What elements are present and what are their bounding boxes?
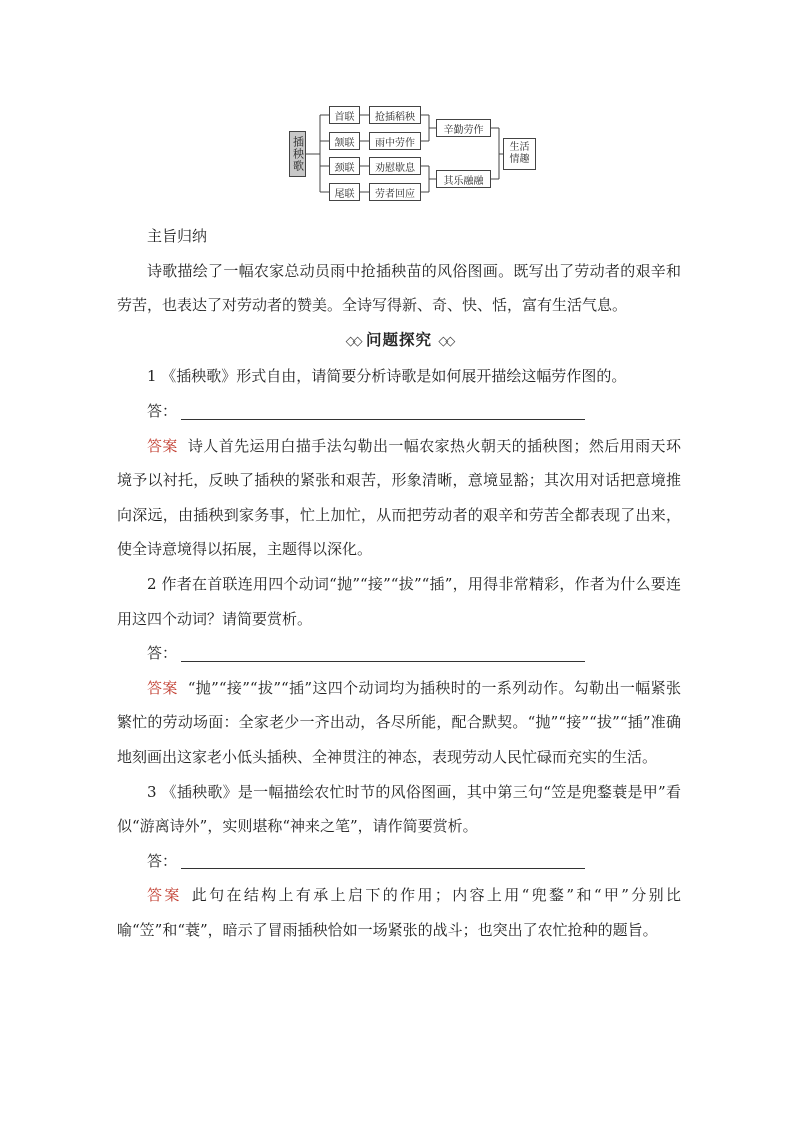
answer-blank-1[interactable] xyxy=(181,399,585,420)
answer-prompt-1: 答： xyxy=(147,401,178,420)
section-deco-right: ◇◇ xyxy=(438,333,453,349)
answer-text-3: 此句在结构上有承上启下的作用；内容上用“兜鍪”和“甲”分别比喻“笠”和“蓑”，暗示了冒雨插秧恰如一场紧张的战斗；也突出了农忙抢种的题旨。 xyxy=(117,886,681,939)
diagram-content-4: 劳者回应 xyxy=(369,183,421,201)
diagram-final-box xyxy=(503,138,536,170)
diagram-lian-3: 颈联 xyxy=(329,157,360,175)
question-2: 2 作者在首联连用四个动词“抛”“接”“拔”“插”，用得非常精彩，作者为什么要连用这四个动词？请简要赏析。 xyxy=(117,574,681,628)
summary-body: 诗歌描绘了一幅农家总动员雨中抢插秧苗的风俗图画。既写出了劳动者的艰辛和劳苦，也表达了对劳动者的赞美。全诗写得新、奇、快、恬，富有生活气息。 xyxy=(117,261,681,315)
answer-blank-3[interactable] xyxy=(181,848,585,869)
diagram-group-1: 辛勤劳作 xyxy=(436,119,491,137)
answer-1 xyxy=(117,429,681,567)
diagram-lian-4: 尾联 xyxy=(329,183,360,201)
diagram-final-line-2: 情趣 xyxy=(509,154,530,165)
answer-tag-3: 答案 xyxy=(147,886,182,905)
diagram-content-3: 劝慰歇息 xyxy=(369,157,421,175)
section-title-text: 问题探究 xyxy=(365,329,432,349)
answer-text-2: “抛”“接”“拔”“插”这四个动词均为插秧时的一系列动作。勾勒出一幅紧张繁忙的劳动场面：全家老少一齐出动，各尽所能，配合默契。“抛”“接”“拔”“插”准确地刻画出这家老小低头插秧、全神贯注的神态，表现劳动人民忙碌而充实的生活。 xyxy=(117,678,681,766)
answer-2 xyxy=(117,671,681,775)
page-body xyxy=(117,219,681,947)
answer-text-1: 诗人首先运用白描手法勾勒出一幅农家热火朝天的插秧图；然后用雨天环境予以衬托，反映了插秧的紧张和艰苦，形象清晰，意境显豁；其次用对话把意境推向深远，由插秧到家务事，忙上加忙，从而把劳动者的艰辛和劳苦全都表现了出来，使全诗意境得以拓展，主题得以深化。 xyxy=(117,436,681,559)
section-deco-left: ◇◇ xyxy=(345,333,360,349)
answer-tag-1: 答案 xyxy=(147,436,178,455)
answer-line-1 xyxy=(117,394,681,429)
answer-line-3 xyxy=(117,844,681,879)
section-title xyxy=(117,323,681,360)
question-1: 1 《插秧歌》形式自由，请简要分析诗歌是如何展开描绘这幅劳作图的。 xyxy=(147,367,627,386)
diagram-lian-1: 首联 xyxy=(329,106,360,124)
answer-prompt-2: 答： xyxy=(147,644,178,663)
diagram-final-line-1: 生活 xyxy=(509,141,530,153)
diagram-group-2: 其乐融融 xyxy=(436,170,491,188)
answer-tag-2: 答案 xyxy=(147,678,178,697)
answer-prompt-3: 答： xyxy=(147,851,178,870)
summary-heading: 主旨归纳 xyxy=(147,227,208,245)
diagram-content-2: 雨中劳作 xyxy=(369,132,421,150)
diagram-lian-2: 颔联 xyxy=(329,132,360,150)
answer-blank-2[interactable] xyxy=(181,641,585,662)
answer-3 xyxy=(117,878,681,947)
question-3: 3 《插秧歌》是一幅描绘农忙时节的风俗图画，其中第三句“笠是兜鍪蓑是甲”看似“游离诗外”，实则堪称“神来之笔”，请作简要赏析。 xyxy=(117,782,681,836)
structure-diagram xyxy=(0,0,794,220)
answer-line-2 xyxy=(117,636,681,671)
diagram-content-1: 抢插稻秧 xyxy=(369,106,421,124)
diagram-title-box: 插秧歌 xyxy=(289,131,306,177)
